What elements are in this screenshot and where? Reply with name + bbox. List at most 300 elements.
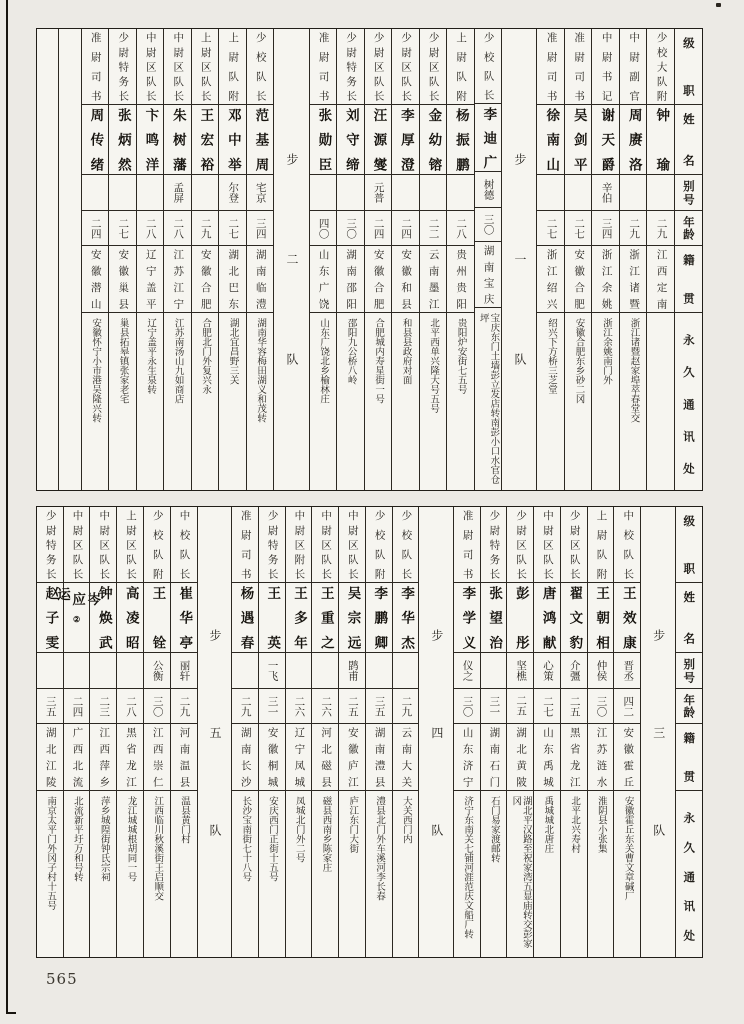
cell-address: 湖南华容梅田湖义和茂转: [255, 318, 267, 423]
column-header-age: 年龄: [676, 689, 702, 724]
cell-age: 二九: [192, 211, 219, 246]
cell-rank: 中尉区队长: [164, 29, 191, 105]
cell-rank: 少校队长: [393, 507, 419, 583]
column-header-native: 籍贯: [676, 724, 702, 791]
column-header-native: 籍贯: [675, 246, 702, 313]
roster-column: [218, 29, 246, 490]
cell-age: 二八: [164, 211, 191, 246]
cell-name: 王朝相: [588, 583, 614, 653]
cell-name: 李迪广: [475, 104, 502, 173]
book-spine-line: [6, 0, 8, 1014]
cell-rank: 上尉队附: [447, 29, 474, 105]
cell-address: 萍乡城隍街钟氏宗祠: [98, 796, 110, 882]
cell-address: 凤城北门外二号: [293, 796, 305, 863]
cell-address: 邵阳九公桥八岭: [345, 318, 357, 385]
cell-hao: 丽轩: [171, 653, 197, 689]
cell-rank: 准尉司书: [310, 29, 337, 105]
cell-native: 山东禹城: [534, 724, 560, 791]
cell-rank: 准尉司书: [537, 29, 564, 105]
cell-name: 张炳然: [109, 105, 136, 175]
cell-rank: 上尉区队长: [117, 507, 143, 583]
cell-native: 安徽合肥: [365, 246, 392, 313]
cell-rank: 中尉区队长: [90, 507, 116, 583]
column-header-rank: 级职: [676, 507, 702, 583]
roster-column: [587, 507, 614, 957]
cell-name: 杨遇春: [232, 583, 258, 653]
cell-native: 安徽桐城: [259, 724, 285, 791]
cell-native: 广西北流: [64, 724, 90, 791]
cell-hao: 心策: [534, 653, 560, 689]
cell-address: 澧县北门外车溪河李长春: [374, 796, 386, 901]
cell-address: 湖北平汉路至祝家湾五显庙转交彭家冈: [510, 795, 532, 948]
cell-native: 江西定南: [647, 246, 674, 313]
roster-column: [453, 507, 480, 957]
cell-hao: [647, 175, 674, 211]
cell-native: 安徽合肥: [192, 246, 219, 313]
cell-address: 济宁东南关七铺河涯范庆文船厂转: [462, 796, 474, 939]
cell-hao: [286, 653, 312, 689]
cell-native: 湖南邵阳: [337, 246, 364, 313]
roster-column: [419, 29, 447, 490]
cell-name: 王效康: [614, 583, 640, 653]
cell-age: 二二: [420, 211, 447, 246]
cell-address: 合肥城内寿星街一号: [373, 318, 385, 404]
cell-native: 安徽巢县: [109, 246, 136, 313]
roster-column: [108, 29, 136, 490]
book-spine-corner: [6, 1012, 16, 1014]
cell-name: 朱树藩: [164, 105, 191, 175]
cell-age: 二四: [64, 689, 90, 724]
cell-age: 二八: [117, 689, 143, 724]
cell-address: 大关西门内: [400, 796, 412, 844]
empty-column: [58, 29, 80, 490]
cell-address: 南京太平门外冈子村十五号: [45, 796, 57, 910]
cell-hao: [366, 653, 392, 689]
cell-age: 二八: [137, 211, 164, 246]
cell-name: 范基周: [247, 105, 274, 175]
cell-age: 二七: [534, 689, 560, 724]
cell-address: 安徽怀宁小市港吴隆兴转: [90, 318, 102, 423]
cell-name: 王宏裕: [192, 105, 219, 175]
column-header-address: 永久通讯处: [682, 812, 697, 941]
cell-address: 庐江东门大街: [347, 796, 359, 853]
cell-native: 浙江绍兴: [537, 246, 564, 313]
cell-hao: [137, 175, 164, 211]
cell-name: 唐鸿献: [534, 583, 560, 653]
roster-column: [365, 507, 392, 957]
scan-artifact: [716, 3, 721, 7]
cell-address: 安徽合肥东乡砂二冈: [573, 318, 585, 404]
roster-table-top: [36, 28, 703, 491]
cell-name: 汪源燮: [365, 105, 392, 175]
roster-column: [89, 507, 116, 957]
cell-address: 北流新平圩万和号转: [71, 796, 83, 882]
cell-rank: 少尉特务长: [337, 29, 364, 105]
cell-address: 江苏南汤山九如商店: [172, 318, 184, 404]
cell-name: 崔华亭: [171, 583, 197, 653]
cell-hao: [447, 175, 474, 211]
cell-native: 云南墨江: [420, 246, 447, 313]
roster-column: [446, 29, 474, 490]
cell-address: 安庆西门正街十五号: [267, 796, 278, 882]
cell-age: 二七: [565, 211, 592, 246]
cell-name: 刘守缔: [337, 105, 364, 175]
section-divider-column: [501, 29, 536, 490]
cell-native: 湖南临澧: [247, 246, 274, 313]
cell-hao: [620, 175, 647, 211]
roster-column: [392, 507, 419, 957]
cell-rank: 上尉队附: [588, 507, 614, 583]
section-divider-column: [418, 507, 452, 957]
cell-age: 二九: [647, 211, 674, 246]
cell-native: 河南温县: [171, 724, 197, 791]
cell-hao: 树德: [475, 172, 502, 207]
cell-address: 淮阴县小张集: [595, 796, 607, 853]
cell-address: 绍兴下方桥三芝堂: [546, 318, 558, 394]
cell-age: 三〇: [588, 689, 614, 724]
cell-age: 三一: [481, 689, 507, 724]
cell-rank: 中尉区队长: [312, 507, 338, 583]
cell-hao: 鹍甫: [339, 653, 365, 689]
column-header-age: 年龄: [675, 211, 702, 246]
cell-rank: 上尉队附: [219, 29, 246, 105]
cell-name: 邓中举: [219, 105, 246, 175]
cell-address: 北平北兴寿村: [569, 796, 581, 853]
column-header-hao: 别号: [676, 653, 702, 689]
roster-column: [81, 29, 109, 490]
cell-native: 江西崇仁: [144, 724, 170, 791]
cell-age: 二五: [339, 689, 365, 724]
cell-rank: 少尉区队长: [365, 29, 392, 105]
roster-column: [191, 29, 219, 490]
cell-rank: 中尉书记: [592, 29, 619, 105]
cell-native: 湖北黄陂: [507, 724, 533, 791]
cell-hao: [337, 175, 364, 211]
cell-native: 江苏涟水: [588, 724, 614, 791]
cell-rank: 少尉区队长: [561, 507, 587, 583]
cell-native: 安徽潜山: [82, 246, 109, 313]
cell-address: 浙江余姚南门外: [601, 318, 613, 385]
cell-address: 贵阳炉安街七五号: [455, 318, 467, 394]
cell-name: 李鹏卿: [366, 583, 392, 653]
cell-age: 三四: [247, 211, 274, 246]
roster-column: [336, 29, 364, 490]
cell-address: 磁县西南乡陈家庄: [320, 796, 332, 872]
cell-rank: 少尉区队长: [507, 507, 533, 583]
cell-age: 三〇: [144, 689, 170, 724]
cell-rank: 少尉区队长: [392, 29, 419, 105]
roster-column: [54, 507, 101, 957]
cell-age: 三五: [37, 689, 63, 724]
roster-column: [170, 507, 197, 957]
cell-hao: 坚樵: [507, 653, 533, 689]
cell-address: 安徽霍丘东关曹文章碱厂: [622, 796, 634, 901]
cell-hao: 尔登: [219, 175, 246, 211]
roster-column: [480, 507, 507, 957]
roster-column: [37, 507, 63, 957]
cell-native: 湖北江陵: [37, 724, 63, 791]
cell-hao: [90, 653, 116, 689]
cell-address: 北平西单兴隆大号五号: [428, 318, 440, 413]
cell-name: 岑应运 ②: [64, 583, 90, 653]
cell-hao: 孟屏: [164, 175, 191, 211]
cell-name: 王重之: [312, 583, 338, 653]
section-label: 步四队: [429, 628, 444, 836]
roster-column: [613, 507, 640, 957]
cell-rank: 中尉区队长: [137, 29, 164, 105]
cell-age: 二四: [365, 211, 392, 246]
roster-column: [116, 507, 143, 957]
cell-address: 石门易家渡邮转: [488, 796, 500, 863]
header-column: [675, 507, 702, 957]
roster-column: [143, 507, 170, 957]
cell-address: 巢县拓皋镇张家老宅: [117, 318, 129, 404]
roster-column: [536, 29, 564, 490]
cell-native: 安徽和县: [392, 246, 419, 313]
cell-rank: 中尉区队长: [339, 507, 365, 583]
section-divider-column: [273, 29, 308, 490]
cell-rank: 少校队长: [475, 29, 502, 104]
column-header-rank: 级职: [675, 29, 702, 105]
cell-hao: 晋丞: [614, 653, 640, 689]
cell-name: 杨振鹏: [447, 105, 474, 175]
cell-address: 和县县政府对面: [400, 318, 412, 385]
cell-hao: [82, 175, 109, 211]
cell-name: 翟文豹: [561, 583, 587, 653]
cell-name: 周传绪: [82, 105, 109, 175]
cell-address: 龙江城城根胡同一号: [125, 796, 137, 882]
cell-native: 浙江诸暨: [620, 246, 647, 313]
cell-native: 江西萍乡: [90, 724, 116, 791]
cell-rank: 中校队长: [614, 507, 640, 583]
cell-age: 四二: [614, 689, 640, 724]
cell-hao: [232, 653, 258, 689]
cell-rank: 少校队长: [247, 29, 274, 105]
cell-name: 徐南山: [537, 105, 564, 175]
cell-rank: 少尉特务长: [109, 29, 136, 105]
roster-column: [309, 29, 337, 490]
roster-column: [258, 507, 285, 957]
section-label: 步三队: [651, 628, 666, 836]
roster-column: [533, 507, 560, 957]
cell-age: 二九: [171, 689, 197, 724]
cell-hao: [420, 175, 447, 211]
cell-hao: 一飞: [259, 653, 285, 689]
roster-column: [474, 29, 502, 490]
cell-age: 二七: [219, 211, 246, 246]
cell-name: 钟焕武: [90, 583, 116, 653]
cell-age: 二六: [312, 689, 338, 724]
cell-age: 二八: [447, 211, 474, 246]
cell-name: 王铨: [144, 583, 170, 653]
cell-name: 卞鸣洋: [137, 105, 164, 175]
cell-hao: 辛伯: [592, 175, 619, 211]
cell-address: 辽宁盖平永生泉转: [145, 318, 157, 394]
cell-name: 谢天爵: [592, 105, 619, 175]
cell-rank: 少尉特务长: [481, 507, 507, 583]
cell-hao: [109, 175, 136, 211]
cell-rank: 中校队长: [171, 507, 197, 583]
cell-name: 赵子雯: [37, 583, 63, 653]
cell-name: 王英: [259, 583, 285, 653]
roster-column: [163, 29, 191, 490]
cell-hao: [537, 175, 564, 211]
roster-column: [231, 507, 258, 957]
cell-hao: [117, 653, 143, 689]
cell-name: 钟瑜: [647, 105, 674, 175]
cell-rank: 少尉特务长: [37, 507, 63, 583]
cell-name: 张勋臣: [310, 105, 337, 175]
cell-name: 彭彤: [507, 583, 533, 653]
cell-rank: 少校大队附: [647, 29, 674, 105]
cell-age: 三五: [366, 689, 392, 724]
cell-hao: [192, 175, 219, 211]
section-label: 步二队: [285, 153, 300, 366]
cell-rank: 准尉司书: [565, 29, 592, 105]
cell-age: 二四: [392, 211, 419, 246]
roster-column: [391, 29, 419, 490]
cell-hao: 介彊: [561, 653, 587, 689]
section-divider-column: [640, 507, 674, 957]
empty-column: [37, 29, 58, 490]
cell-rank: 准尉司书: [232, 507, 258, 583]
cell-native: 辽宁盖平: [137, 246, 164, 313]
cell-native: 安徽合肥: [565, 246, 592, 313]
cell-native: 湖南石门: [481, 724, 507, 791]
cell-name: 李华杰: [393, 583, 419, 653]
cell-address: 合肥北门外复兴永: [200, 318, 212, 394]
cell-native: 浙江余姚: [592, 246, 619, 313]
cell-age: 三〇: [475, 208, 502, 242]
cell-hao: 仲侯: [588, 653, 614, 689]
cell-native: 辽宁凤城: [286, 724, 312, 791]
cell-native: 湖南长沙: [232, 724, 258, 791]
section-label: 步一队: [512, 153, 527, 366]
cell-age: 二五: [507, 689, 533, 724]
cell-hao: [481, 653, 507, 689]
cell-rank: 少尉区队长: [420, 29, 447, 105]
cell-hao: 仪之: [454, 653, 480, 689]
annotation-mark: ②: [72, 614, 83, 624]
roster-column: [364, 29, 392, 490]
cell-rank: 中尉副官: [620, 29, 647, 105]
cell-hao: 公衡: [144, 653, 170, 689]
column-header-hao: 别号: [675, 175, 702, 211]
cell-age: 二五: [561, 689, 587, 724]
cell-age: 三〇: [454, 689, 480, 724]
roster-column: [564, 29, 592, 490]
cell-age: 二三: [90, 689, 116, 724]
cell-age: 四〇: [310, 211, 337, 246]
column-header-name: 姓名: [675, 105, 702, 175]
cell-name: 吴宗远: [339, 583, 365, 653]
cell-age: 二七: [109, 211, 136, 246]
cell-address: 温县黄门村: [178, 796, 190, 844]
cell-address: 宝庆东门土墙彭立发店转南彭小口水官仓坪: [477, 312, 500, 484]
cell-name: 李厚澄: [392, 105, 419, 175]
cell-name: 李学义: [454, 583, 480, 653]
cell-hao: 宅京: [247, 175, 274, 211]
cell-name: 王多年: [286, 583, 312, 653]
cell-name: 周赓洛: [620, 105, 647, 175]
cell-name: 吴剑平: [565, 105, 592, 175]
cell-native: 河北磁县: [312, 724, 338, 791]
cell-hao: [312, 653, 338, 689]
cell-rank: 少校队附: [366, 507, 392, 583]
cell-rank: 准尉司书: [454, 507, 480, 583]
cell-rank: 上尉区队长: [192, 29, 219, 105]
roster-column: [619, 29, 647, 490]
cell-rank: 中尉区队长: [64, 507, 90, 583]
cell-age: 三〇: [337, 211, 364, 246]
cell-name: 张望治: [481, 583, 507, 653]
roster-column: [246, 29, 274, 490]
cell-address: 湖北宜昌野三关: [227, 318, 239, 385]
section-label: 步五队: [208, 628, 223, 836]
empty-cell: [59, 29, 80, 490]
cell-age: 二九: [393, 689, 419, 724]
cell-name: 金幼镕: [420, 105, 447, 175]
cell-native: 贵州贵阳: [447, 246, 474, 313]
cell-hao: 元普: [365, 175, 392, 211]
section-divider-column: [197, 507, 231, 957]
cell-address: 长沙宝南街七十八号: [240, 796, 252, 882]
cell-rank: 少校队附: [144, 507, 170, 583]
cell-age: 三四: [592, 211, 619, 246]
roster-column: [560, 507, 587, 957]
cell-native: 黑省龙江: [561, 724, 587, 791]
cell-native: 江苏江宁: [164, 246, 191, 313]
cell-hao: [565, 175, 592, 211]
cell-hao: [392, 175, 419, 211]
cell-age: 二九: [232, 689, 258, 724]
roster-column: [285, 507, 312, 957]
roster-table-bottom: [36, 506, 703, 958]
cell-hao: [64, 653, 90, 689]
roster-column: [136, 29, 164, 490]
cell-age: 二七: [537, 211, 564, 246]
cell-address: 江西临川秋溪街王启顺交: [152, 796, 164, 901]
column-header-name: 姓名: [676, 583, 702, 653]
roster-column: [506, 507, 533, 957]
cell-address: 山东广饶北乡榆林庄: [318, 318, 330, 404]
cell-hao: [310, 175, 337, 211]
roster-column: [646, 29, 674, 490]
cell-native: 安徽庐江: [339, 724, 365, 791]
cell-address: 禹城城北唐庄: [542, 796, 554, 853]
cell-age: 二四: [82, 211, 109, 246]
page-number: 565: [46, 970, 78, 988]
cell-native: 山东广饶: [310, 246, 337, 313]
empty-cell: [37, 29, 58, 490]
cell-age: 三一: [259, 689, 285, 724]
cell-age: 二六: [286, 689, 312, 724]
cell-rank: 少尉特务长: [259, 507, 285, 583]
cell-rank: 中尉区附长: [286, 507, 312, 583]
cell-address: [647, 313, 674, 490]
cell-native: 黑省龙江: [117, 724, 143, 791]
cell-native: 湖南宝庆: [475, 242, 502, 308]
cell-age: 二九: [620, 211, 647, 246]
cell-rank: 准尉司书: [82, 29, 109, 105]
cell-native: 安徽霍丘: [614, 724, 640, 791]
cell-hao: [37, 653, 63, 689]
cell-rank: 中尉区队长: [534, 507, 560, 583]
cell-native: 湖北巴东: [219, 246, 246, 313]
roster-column: [311, 507, 338, 957]
roster-column: [338, 507, 365, 957]
header-column: [674, 29, 702, 490]
